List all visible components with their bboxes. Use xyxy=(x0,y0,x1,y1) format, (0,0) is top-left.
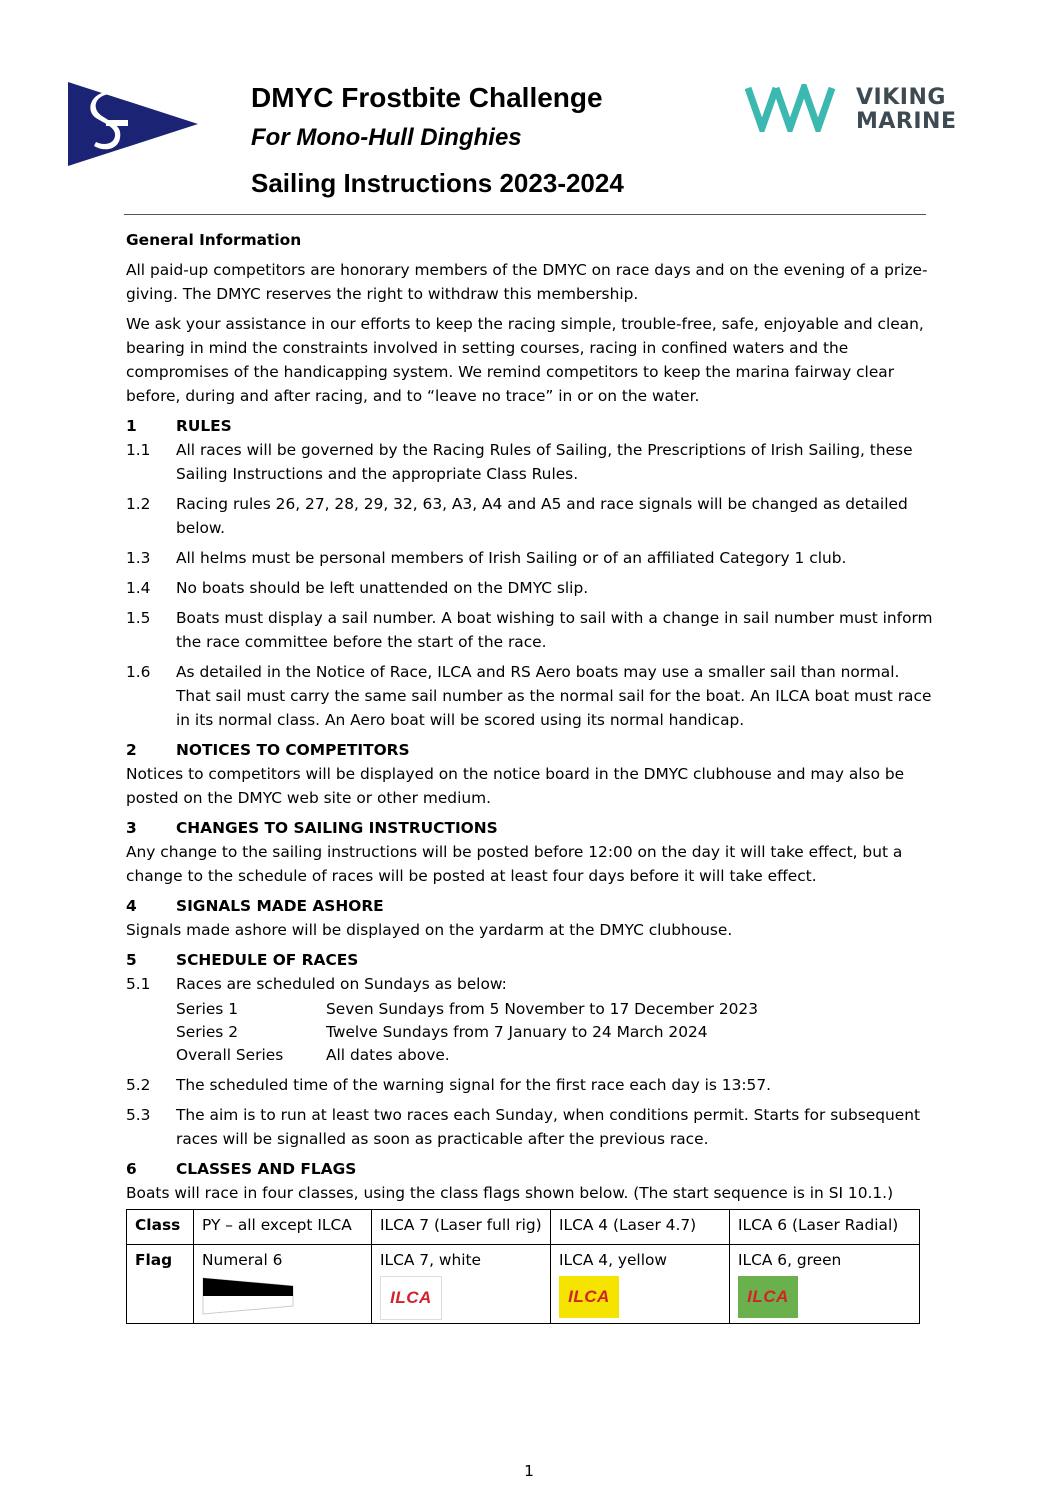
section-number: 4 xyxy=(126,897,137,915)
table-header-cell: Class xyxy=(127,1210,194,1245)
page-number: 1 xyxy=(524,1462,534,1480)
schedule-row xyxy=(176,1044,934,1067)
series-dates: Seven Sundays from 5 November to 17 December 2023 xyxy=(326,1000,758,1018)
section-title: CLASSES AND FLAGS xyxy=(176,1160,357,1178)
table-cell: ILCA 7 (Laser full rig) xyxy=(372,1210,551,1245)
list-item xyxy=(126,1073,934,1097)
item-text: Racing rules 26, 27, 28, 29, 32, 63, A3, A4 and A5 and race signals will be changed as detailed below. xyxy=(176,495,908,537)
series-name: Overall Series xyxy=(176,1046,284,1064)
section-title: NOTICES TO COMPETITORS xyxy=(176,741,410,759)
section-title: SCHEDULE OF RACES xyxy=(176,951,359,969)
table-cell xyxy=(372,1245,551,1324)
item-number: 1.3 xyxy=(126,549,151,567)
table-cell: PY – all except ILCA xyxy=(194,1210,372,1245)
item-number: 1.1 xyxy=(126,441,151,459)
notices-text: Notices to competitors will be displayed on the notice board in the DMYC clubhouse and may also be posted on the DMYC web site or other medium. xyxy=(126,765,905,807)
item-text: All helms must be personal members of Irish Sailing or of an affiliated Category 1 club. xyxy=(176,549,847,567)
list-item xyxy=(126,972,934,996)
sponsor-name-line1: VIKING xyxy=(856,85,946,110)
section-heading-classes xyxy=(126,1157,934,1181)
ilca-yellow-flag-icon xyxy=(559,1276,619,1318)
viking-marine-logo-icon xyxy=(745,84,841,132)
flag-name: ILCA 6, green xyxy=(738,1251,842,1269)
signals-text: Signals made ashore will be displayed on the yardarm at the DMYC clubhouse. xyxy=(126,921,733,939)
section-number: 1 xyxy=(126,417,137,435)
item-number: 1.4 xyxy=(126,579,151,597)
ilca-green-flag-icon xyxy=(738,1276,798,1318)
list-item xyxy=(126,546,934,570)
document-body xyxy=(126,228,934,1324)
list-item xyxy=(126,660,934,732)
flag-name: ILCA 4, yellow xyxy=(559,1251,667,1269)
section-title: CHANGES TO SAILING INSTRUCTIONS xyxy=(176,819,498,837)
classes-flags-table xyxy=(126,1209,920,1324)
flag-name: ILCA 7, white xyxy=(380,1251,481,1269)
item-text: Boats must display a sail number. A boat wishing to sail with a change in sail number must inform the race committee before the start of the race. xyxy=(176,609,933,651)
section-title: SIGNALS MADE ASHORE xyxy=(176,897,384,915)
section-heading-schedule xyxy=(126,948,934,972)
table-header-cell: Flag xyxy=(127,1245,194,1324)
ilca-white-flag-icon xyxy=(380,1276,442,1320)
changes-text: Any change to the sailing instructions will be posted before 12:00 on the day it will take effect, but a change to the schedule of races will be posted at least four days before it will take effect. xyxy=(126,843,903,885)
item-text: The scheduled time of the warning signal for the first race each day is 13:57. xyxy=(176,1076,772,1094)
dmyc-burgee-logo xyxy=(66,80,200,168)
item-text: Races are scheduled on Sundays as below: xyxy=(176,975,507,993)
table-row xyxy=(127,1210,920,1245)
section-number: 5 xyxy=(126,951,137,969)
series-dates: All dates above. xyxy=(326,1046,450,1064)
item-text: As detailed in the Notice of Race, ILCA and RS Aero boats may use a smaller sail than normal. That sail must carry the same sail number as the normal sail for the boat. An ILCA boat must race in its normal class. An Aero boat will be scored using its normal handicap. xyxy=(176,663,932,729)
table-cell: ILCA 6 (Laser Radial) xyxy=(730,1210,920,1245)
section-heading-changes xyxy=(126,816,934,840)
item-number: 5.3 xyxy=(126,1106,151,1124)
flag-name: Numeral 6 xyxy=(202,1251,283,1269)
table-row xyxy=(127,1245,920,1324)
item-text: No boats should be left unattended on the DMYC slip. xyxy=(176,579,589,597)
item-number: 5.2 xyxy=(126,1076,151,1094)
list-item xyxy=(126,438,934,486)
sailing-instructions-title: Sailing Instructions 2023-2024 xyxy=(251,168,624,198)
general-info-heading: General Information xyxy=(126,231,302,249)
section-number: 6 xyxy=(126,1160,137,1178)
item-number: 5.1 xyxy=(126,975,151,993)
sponsor-name-line2: MARINE xyxy=(856,109,957,134)
schedule-list xyxy=(176,998,934,1067)
list-item xyxy=(126,1103,934,1151)
numeral-6-flag-icon xyxy=(202,1276,294,1316)
table-cell xyxy=(551,1245,730,1324)
table-cell: ILCA 4 (Laser 4.7) xyxy=(551,1210,730,1245)
item-text: All races will be governed by the Racing Rules of Sailing, the Prescriptions of Irish Sailing, these Sailing Instructions and the appropriate Class Rules. xyxy=(176,441,913,483)
ilca-flag-logo: ILCA xyxy=(568,1287,610,1306)
schedule-row xyxy=(176,998,934,1021)
section-heading-rules xyxy=(126,414,934,438)
document-subtitle: For Mono-Hull Dinghies xyxy=(251,124,522,151)
series-name: Series 1 xyxy=(176,1000,239,1018)
list-item xyxy=(126,606,934,654)
document-title: DMYC Frostbite Challenge xyxy=(251,82,603,113)
table-cell xyxy=(194,1245,372,1324)
general-info-paragraph-1: All paid-up competitors are honorary members of the DMYC on race days and on the evening of a prize-giving. The DMYC reserves the right to withdraw this membership. xyxy=(126,261,928,303)
section-title: RULES xyxy=(176,417,232,435)
series-name: Series 2 xyxy=(176,1023,239,1041)
item-number: 1.2 xyxy=(126,495,151,513)
section-heading-signals xyxy=(126,894,934,918)
classes-text: Boats will race in four classes, using the class flags shown below. (The start sequence is in SI 10.1.) xyxy=(126,1184,894,1202)
list-item xyxy=(126,576,934,600)
header-divider xyxy=(124,214,926,215)
series-dates: Twelve Sundays from 7 January to 24 March 2024 xyxy=(326,1023,708,1041)
ilca-flag-logo: ILCA xyxy=(747,1287,789,1306)
schedule-row xyxy=(176,1021,934,1044)
ilca-flag-logo: ILCA xyxy=(390,1288,432,1307)
table-cell xyxy=(730,1245,920,1324)
item-number: 1.6 xyxy=(126,663,151,681)
item-text: The aim is to run at least two races each Sunday, when conditions permit. Starts for subsequent races will be signalled as soon as practicable after the previous race. xyxy=(176,1106,921,1148)
list-item xyxy=(126,492,934,540)
section-number: 2 xyxy=(126,741,137,759)
section-number: 3 xyxy=(126,819,137,837)
general-info-paragraph-2: We ask your assistance in our efforts to keep the racing simple, trouble-free, safe, enjoyable and clean, bearing in mind the constraints involved in setting courses, racing in confined waters and the compromises of the handicapping system. We remind competitors to keep the marina fairway clear before, during and after racing, and to “leave no trace” in or on the water. xyxy=(126,315,924,405)
section-heading-notices xyxy=(126,738,934,762)
item-number: 1.5 xyxy=(126,609,151,627)
